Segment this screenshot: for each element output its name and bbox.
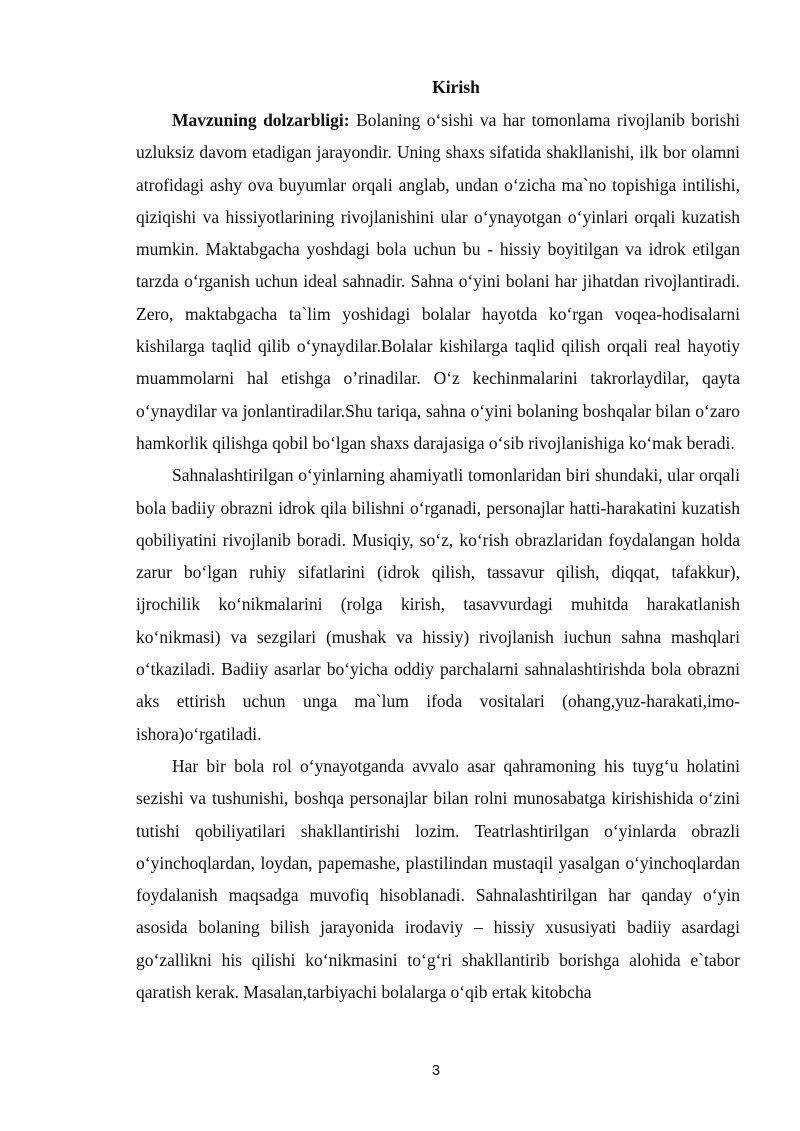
- paragraph-2: Sahnalashtirilgan o‘yinlarning ahamiyatli tomonlaridan biri shundaki, ular orqali bola badiiy obrazni idrok qila bilishni o‘rganadi, personajlar hatti-harakatini kuzatish qobiliyatini rivojlanib boradi. Musiqiy, so‘z, ko‘rish obrazlaridan foydalangan holda zarur bo‘lgan ruhiy sifatlarini (idrok qilish, tassavur qilish, diqqat, tafakkur), ijrochilik ko‘nikmalarini (rolga kirish, tasavvurdagi muhitda harakatlanish ko‘nikmasi) va sezgilari (mushak va hissiy) rivojlanish iuchun sahna mashqlari o‘tkaziladi. Badiiy asarlar bo‘yicha oddiy parchalarni sahnalashtirishda bola obrazni aks ettirish uchun unga ma`lum ifoda vositalari (ohang,yuz-harakati,imo-ishora)o‘rgatiladi.: [136, 465, 740, 744]
- paragraph-3: Har bir bola rol o‘ynayotganda avvalo asar qahramoning his tuyg‘u holatini sezishi va tushunishi, boshqa personajlar bilan rolni munosabatga kirishishida o‘zini tutishi qobiliyatilari shakllantirishi lozim. Teatrlashtirilgan o‘yinlarda obrazli o‘yinchoqlardan, loydan, papemashe, plastilindan mustaqil yasalgan o‘yinchoqlardan foydalanish maqsadga muvofiq hisoblanadi. Sahnalashtirilgan har qanday o‘yin asosida bolaning bilish jarayonida irodaviy – hissiy xususiyati badiiy asardagi go‘zallikni his qilishi ko‘nikmasini to‘g‘ri shakllantirib borishga alohida e`tabor qaratish kerak. Masalan,tarbiyachi bolalarga o‘qib ertak kitobcha: [136, 755, 740, 1003]
- body-text: [136, 104, 740, 1008]
- section-title: Kirish: [432, 77, 480, 97]
- paragraph-1-text: Bolaning o‘sishi va har tomonlama rivojlanib borishi uzluksiz davom etadigan jarayondir. Uning shaxs sifatida shakllanishi, ilk bor olamni atrofidagi ashy ova buyumlar orqali anglab, undan o‘zicha ma`no topishiga intilishi, qiziqishi va hissiyotlarining rivojlanishini ular o‘ynayotgan o‘yinlari orqali kuzatish mumkin. Maktabgacha yoshdagi bola uchun bu - hissiy boyitilgan va idrok etilgan tarzda o‘rganish uchun ideal sahnadir. Sahna o‘yini bolani har jihatdan rivojlantiradi. Zero, maktabgacha ta`lim yoshidagi bolalar hayotda ko‘rgan voqea-hodisalarni kishilarga taqlid qilib o‘ynaydilar.Bolalar kishilarga taqlid qilish orqali real hayotiy muammolarni hal etishga o’rinadilar. O‘z kechinmalarini takrorlaydilar, qayta o‘ynaydilar va jonlantiradilar.Shu tariqa, sahna o‘yini bolaning boshqalar bilan o‘zaro hamkorlik qilishga qobil bo‘lgan shaxs darajasiga o‘sib rivojlanishiga ko‘mak beradi.: [136, 110, 740, 453]
- page-number: 3: [431, 1063, 441, 1079]
- paragraph-lead: Mavzuning dolzarbligi:: [172, 110, 350, 130]
- paragraph-1: [136, 104, 740, 459]
